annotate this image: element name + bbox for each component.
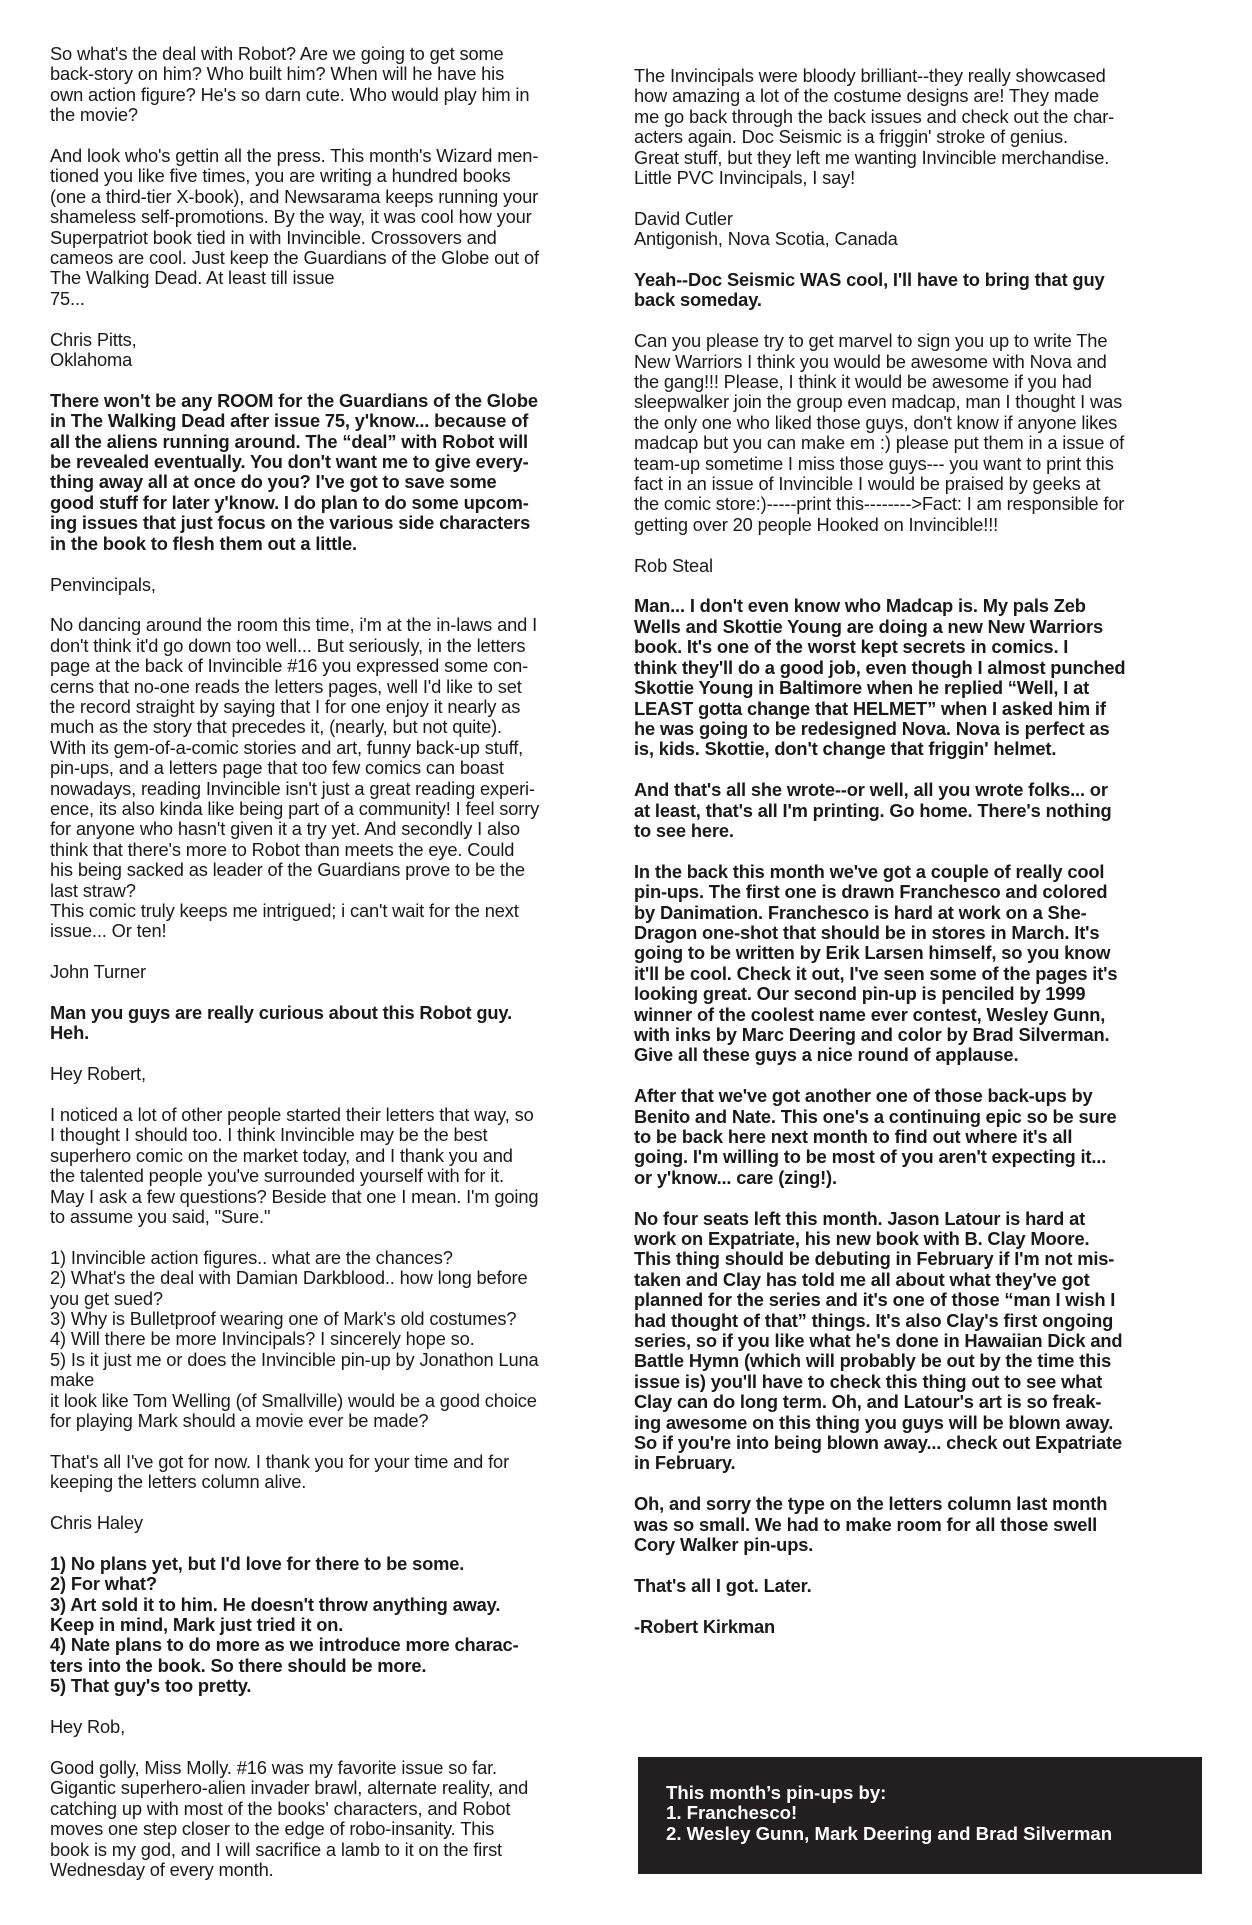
editor-note: After that we've got another one of those back-ups by Benito and Nate. This one's a continuing epic so be sure to be back here next month to find out where it's all going. I'm willing to be most of you aren't expecting it... or y'know... care (zing!). (634, 1085, 1117, 1188)
letter-signature: Chris Haley (50, 1512, 143, 1534)
editor-signoff: -Robert Kirkman (634, 1615, 775, 1637)
letter-salutation: Penvincipals, (50, 573, 156, 595)
letter-paragraph: And look who's gettin all the press. This month's Wizard men- tioned you like five times, you are writing a hundred books (one a third-tier X-book), and Newsarama keeps running your shameless self-promotions. By the way, it was cool how your Superpatriot book tied in with Invincible. Crossovers and cameos are cool. Just keep the Guardians of the Globe out of The Walking Dead. At least till issue 75... (50, 145, 539, 309)
editor-note: No four seats left this month. Jason Latour is hard at work on Expatriate, his new book with B. Clay Moore. This thing should be debuting in February if I'm not mis- taken and Clay has told me all about what they've got planned for the series and it's one of those “man I wish I had thought of that” things. It's also Clay's first ongoing series, so if you like what he's done in Hawaiian Dick and Battle Hymn (which will probably be out by the time this issue is) you'll have to check this thing out to see what Clay can do long term. Oh, and Latour's art is so freak- ing awesome on this thing you guys will be blown away. So if you're into being blown away... check out Expatriate in February. (634, 1207, 1123, 1474)
letter-paragraph: No dancing around the room this time, i'm at the in-laws and I don't think it'd go down too well... But seriously, in the letters page at the back of Invincible #16 you expressed some con- cerns that no-one reads the letters pages, well I'd like to set the record straight by saying that I for one enjoy it nearly as much as the story that precedes it, (nearly, but not quite). With its gem-of-a-comic stories and art, funny back-up stuff, pin-ups, and a letters page that too few comics can boast nowadays, reading Invincible isn't just a great reading experi- ence, its also kinda like being part of a community! I feel sorry for anyone who hasn't given it a try yet. And secondly I also think that there's more to Robot than meets the eye. Could his being sacked as leader of the Guardians prove to be the last straw? This comic truly keeps me intrigued; i can't wait for the next issue... Or ten! (50, 614, 540, 942)
letter-paragraph: I noticed a lot of other people started their letters that way, so I thought I should too. I think Invincible may be the best superhero comic on the market today, and I thank you and the talented people you've surrounded yourself with for it. May I ask a few questions? Beside that one I mean. I'm going to assume you said, "Sure." (50, 1103, 539, 1228)
letter-paragraph: So what's the deal with Robot? Are we going to get some back-story on him? Who built him? When will he have his own action figure? He's so darn cute. Who would play him in the movie? (50, 43, 530, 126)
editor-note: In the back this month we've got a couple of really cool pin-ups. The first one is drawn Franchesco and colored by Danimation. Franchesco is hard at work on a She- Dragon one-shot that should be in stores in March. It's going to be written by Erik Larsen himself, so you know it'll be cool. Check it out, I've seen some of the pages it's looking great. Our second pin-up is penciled by 1999 winner of the coolest name ever contest, Wesley Gunn, with inks by Marc Deering and color by Brad Silverman. Give all these guys a nice round of applause. (634, 860, 1118, 1066)
letter-salutation: Hey Robert, (50, 1063, 146, 1085)
editor-reply: Man... I don't even know who Madcap is. My pals Zeb Wells and Skottie Young are doing a new New Warriors book. It's one of the worst kept secrets in comics. I think they'll do a good job, even though I almost punched Skottie Young in Baltimore when he replied “Well, I at LEAST gotta change that HELMET” when I asked him if he was going to be redesigned Nova. Nova is perfect as is, kids. Skottie, don't change that friggin' helmet. (634, 595, 1126, 760)
editor-reply: Yeah--Doc Seismic WAS cool, I'll have to bring that guy back someday. (634, 269, 1105, 311)
pinup-credit-2: 2. Wesley Gunn, Mark Deering and Brad Silverman (666, 1822, 1113, 1844)
editor-note: Oh, and sorry the type on the letters column last month was so small. We had to make room for all those swell Cory Walker pin-ups. (634, 1493, 1108, 1556)
editor-reply: There won't be any ROOM for the Guardians of the Globe in The Walking Dead after issue 75, y'know... because of all the aliens running around. The “deal” with Robot will be revealed eventually. You don't want me to give every- thing away all at once do you? I've got to save some good stuff for later y'know. I do plan to do some upcom- ing issues that just focus on the various side characters in the book to flesh them out a little. (50, 389, 538, 554)
letter-signature: David Cutler Antigonish, Nova Scotia, Canada (634, 207, 898, 250)
editor-note: That's all I got. Later. (634, 1574, 812, 1596)
letter-signature: Rob Steal (634, 554, 713, 576)
letter-paragraph: Can you please try to get marvel to sign you up to write The New Warriors I think you would be awesome with Nova and the gang!!! Please, I think it would be awesome if you had sleepwalker join the group even madcap, man I thought I was the only one who liked those guys, don't know if anyone likes madcap but you can make em :) please put them in a issue of team-up sometime I miss those guys--- you want to print this fact in an issue of Invincible I would be praised by geeks at the comic store:)-----print this-------->Fact: I am responsible for getting over 20 people Hooked on Invincible!!! (634, 330, 1125, 535)
pinup-heading: This month’s pin-ups by: (666, 1782, 887, 1803)
pinup-credit-1: 1. Franchesco! (666, 1802, 798, 1824)
left-column (50, 44, 606, 1880)
editor-reply: 1) No plans yet, but I'd love for there to be some. 2) For what? 3) Art sold it to him. He doesn't throw anything away. Keep in mind, Mark just tried it on. 4) Nate plans to do more as we introduce more charac- ters into the book. So there should be more. 5) That guy's too pretty. (50, 1552, 519, 1697)
letter-question-list: 1) Invincible action figures.. what are the chances? 2) What's the deal with Damian Darkblood.. how long before you get sued? 3) Why is Bulletproof wearing one of Mark's old costumes? 4) Will there be more Invincipals? I sincerely hope so. 5) Is it just me or does the Invincible pin-up by Jonathon Luna make it look like Tom Welling (of Smallville) would be a good choice for playing Mark should a movie ever be made? (50, 1246, 539, 1432)
letter-paragraph: The Invincipals were bloody brilliant--they really showcased how amazing a lot of the costume designs are! They made me go back through the back issues and check out the char- acters again. Doc Seismic is a friggin' stroke of genius. Great stuff, but they left me wanting Invincible merchandise. Little PVC Invincipals, I say! (634, 65, 1115, 189)
letter-signature: Chris Pitts, Oklahoma (50, 328, 137, 371)
editor-note: And that's all she wrote--or well, all you wrote folks... or at least, that's all I'm printing. Go home. There's nothing to see here. (634, 779, 1112, 841)
right-column (634, 66, 1204, 1637)
pinup-credits-box (638, 1757, 1202, 1874)
letter-signature: John Turner (50, 961, 146, 983)
editor-reply: Man you guys are really curious about this Robot guy. Heh. (50, 1001, 513, 1044)
letter-salutation: Hey Rob, (50, 1716, 126, 1738)
letter-paragraph: Good golly, Miss Molly. #16 was my favorite issue so far. Gigantic superhero-alien invader brawl, alternate reality, and catching up with most of the books' characters, and Robot moves one step closer to the edge of robo-insanity. This book is my god, and I will sacrifice a lamb to it on the first Wednesday of every month. (50, 1756, 529, 1880)
letter-paragraph: That's all I've got for now. I thank you for your time and for keeping the letters column alive. (50, 1450, 510, 1493)
